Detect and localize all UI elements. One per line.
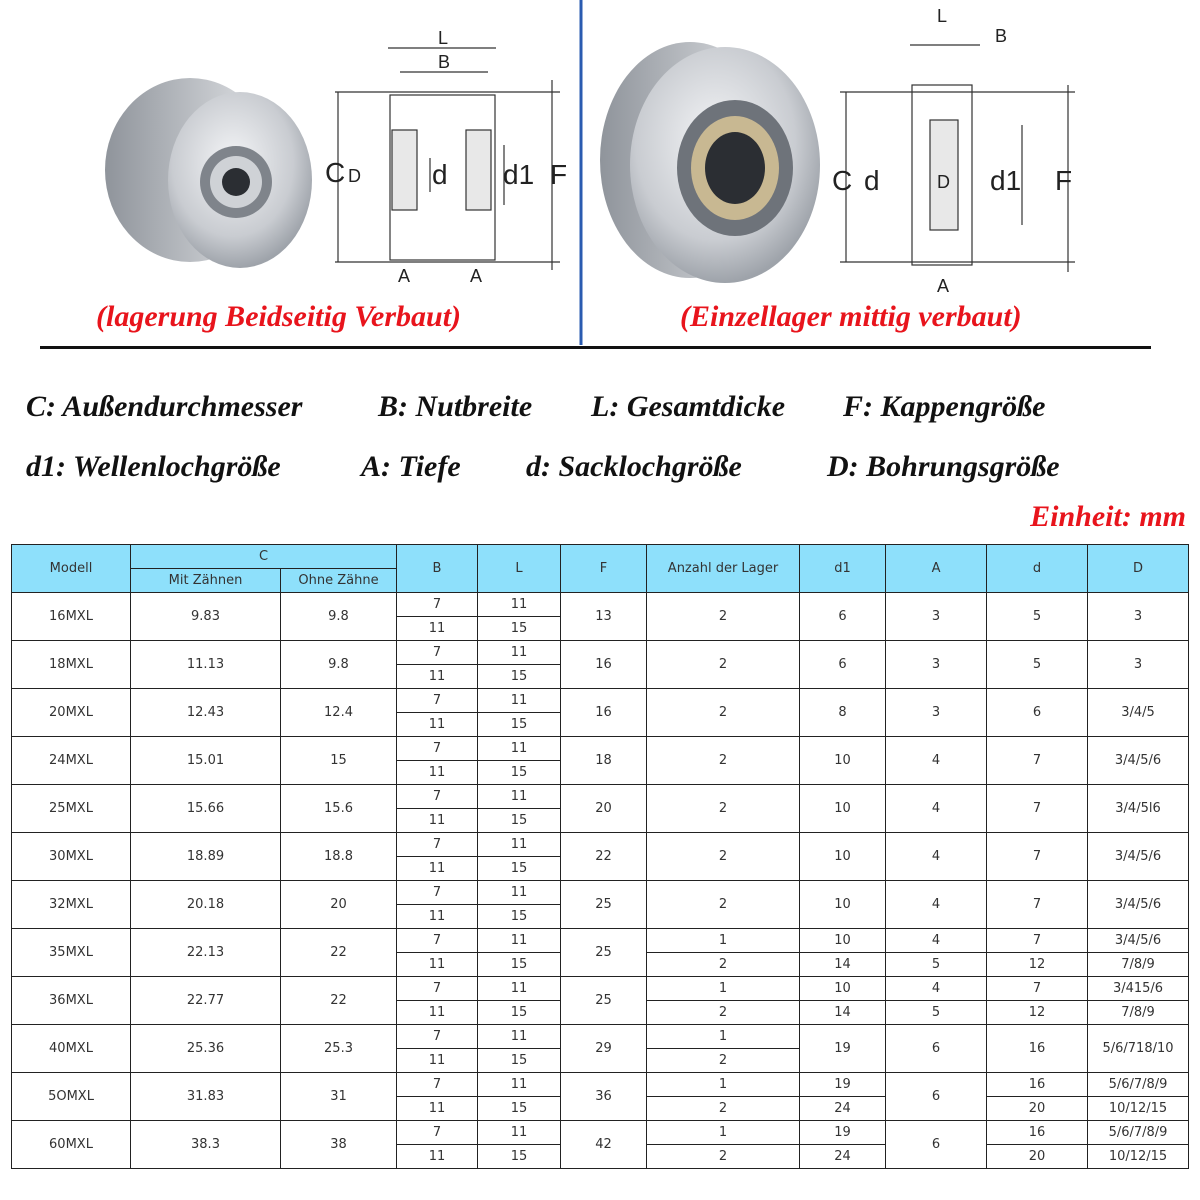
- cell-b: 11: [397, 713, 478, 737]
- cell-d: 3: [1088, 593, 1189, 641]
- divider-horizontal: [40, 346, 1151, 349]
- cell-d: 12: [987, 1001, 1088, 1025]
- cell-d: 20: [987, 1097, 1088, 1121]
- pulley-photo-double-bearing: [105, 78, 312, 268]
- cell-d: 7: [987, 881, 1088, 929]
- cell-b: 7: [397, 929, 478, 953]
- cell-lager: 2: [647, 881, 800, 929]
- cell-l: 15: [478, 713, 561, 737]
- cell-l: 11: [478, 1121, 561, 1145]
- cell-d: 7: [987, 833, 1088, 881]
- cell-d: 7/8/9: [1088, 953, 1189, 977]
- cell-l: 15: [478, 809, 561, 833]
- cell-b: 7: [397, 785, 478, 809]
- header-D: D: [1088, 545, 1189, 593]
- cell-d: 6: [987, 689, 1088, 737]
- cell-l: 11: [478, 977, 561, 1001]
- cell-lager: 2: [647, 641, 800, 689]
- cell-b: 11: [397, 1145, 478, 1169]
- cell-l: 15: [478, 953, 561, 977]
- cell-d1: 24: [800, 1145, 886, 1169]
- cell-lager: 2: [647, 593, 800, 641]
- cell-b: 7: [397, 689, 478, 713]
- cell-b: 7: [397, 977, 478, 1001]
- header-c-ohne: Ohne Zähne: [281, 569, 397, 593]
- diagram-area: [0, 0, 1200, 345]
- cell-c_ohne: 20: [281, 881, 397, 929]
- cell-f: 29: [561, 1025, 647, 1073]
- cell-d: 16: [987, 1121, 1088, 1145]
- cell-d: 5: [987, 641, 1088, 689]
- cell-d: 5/6/7/8/9: [1088, 1073, 1189, 1097]
- cell-model: 25MXL: [12, 785, 131, 833]
- legend-F: F: Kappengröße: [843, 390, 1046, 423]
- cell-lager: 2: [647, 737, 800, 785]
- table-row: [12, 593, 1189, 617]
- cell-d: 7: [987, 737, 1088, 785]
- caption-single-bearing: (Einzellager mittig verbaut): [680, 300, 1022, 333]
- cell-b: 11: [397, 1001, 478, 1025]
- header-d1: d1: [800, 545, 886, 593]
- cell-d1: 10: [800, 929, 886, 953]
- cell-b: 7: [397, 593, 478, 617]
- cell-model: 60MXL: [12, 1121, 131, 1169]
- cell-c_mit: 15.66: [131, 785, 281, 833]
- cell-l: 15: [478, 905, 561, 929]
- cell-d: 5/6/718/10: [1088, 1025, 1189, 1073]
- header-f: F: [561, 545, 647, 593]
- cell-b: 7: [397, 1121, 478, 1145]
- cell-d1: 19: [800, 1073, 886, 1097]
- header-l: L: [478, 545, 561, 593]
- cell-model: 20MXL: [12, 689, 131, 737]
- header-c-mit: Mit Zähnen: [131, 569, 281, 593]
- cell-c_mit: 12.43: [131, 689, 281, 737]
- cell-lager: 2: [647, 689, 800, 737]
- label-A-right: A: [470, 266, 483, 286]
- cell-lager: 2: [647, 953, 800, 977]
- cell-l: 11: [478, 689, 561, 713]
- cell-lager: 1: [647, 977, 800, 1001]
- cell-d1: 8: [800, 689, 886, 737]
- cell-lager: 2: [647, 785, 800, 833]
- header-d: d: [987, 545, 1088, 593]
- cell-d1: 24: [800, 1097, 886, 1121]
- legend-C: C: Außendurchmesser: [26, 390, 303, 423]
- spec-table: [11, 544, 1189, 1169]
- cell-b: 11: [397, 761, 478, 785]
- cell-d: 7: [987, 785, 1088, 833]
- cell-a: 5: [886, 1001, 987, 1025]
- cell-l: 11: [478, 929, 561, 953]
- cell-f: 13: [561, 593, 647, 641]
- cell-f: 16: [561, 641, 647, 689]
- cell-f: 16: [561, 689, 647, 737]
- cell-d: 3: [1088, 641, 1189, 689]
- header-c: C: [131, 545, 397, 569]
- cell-c_ohne: 22: [281, 929, 397, 977]
- cell-d1: 19: [800, 1121, 886, 1145]
- cell-b: 7: [397, 641, 478, 665]
- cell-l: 11: [478, 785, 561, 809]
- cell-c_ohne: 15.6: [281, 785, 397, 833]
- cell-l: 15: [478, 1001, 561, 1025]
- cell-c_ohne: 15: [281, 737, 397, 785]
- cell-l: 11: [478, 1073, 561, 1097]
- cell-d: 3/4/5/6: [1088, 833, 1189, 881]
- cell-l: 15: [478, 857, 561, 881]
- cell-l: 11: [478, 881, 561, 905]
- cell-f: 18: [561, 737, 647, 785]
- table-row: [12, 977, 1189, 1001]
- label-F: F: [550, 159, 568, 190]
- cell-b: 11: [397, 953, 478, 977]
- cell-d1: 19: [800, 1025, 886, 1073]
- cell-b: 11: [397, 665, 478, 689]
- cell-d: 3/4/5/6: [1088, 929, 1189, 953]
- cell-a: 4: [886, 881, 987, 929]
- cell-l: 11: [478, 1025, 561, 1049]
- cell-a: 6: [886, 1025, 987, 1073]
- cell-d: 10/12/15: [1088, 1097, 1189, 1121]
- cell-lager: 2: [647, 1049, 800, 1073]
- table-row: [12, 833, 1189, 857]
- cell-f: 22: [561, 833, 647, 881]
- label-d: d: [864, 165, 880, 196]
- cell-l: 15: [478, 1097, 561, 1121]
- cell-l: 15: [478, 1049, 561, 1073]
- cell-f: 25: [561, 977, 647, 1025]
- cell-b: 11: [397, 905, 478, 929]
- table-row: [12, 737, 1189, 761]
- cell-c_ohne: 22: [281, 977, 397, 1025]
- cell-d1: 14: [800, 953, 886, 977]
- cell-a: 4: [886, 929, 987, 953]
- cell-a: 6: [886, 1073, 987, 1121]
- cell-b: 11: [397, 1049, 478, 1073]
- cell-c_ohne: 25.3: [281, 1025, 397, 1073]
- label-d: d: [432, 159, 448, 190]
- label-F: F: [1055, 165, 1073, 196]
- cell-lager: 1: [647, 1073, 800, 1097]
- cell-d: 5/6/7/8/9: [1088, 1121, 1189, 1145]
- cell-f: 20: [561, 785, 647, 833]
- cell-d1: 6: [800, 641, 886, 689]
- table-row: [12, 1025, 1189, 1049]
- table-row: [12, 785, 1189, 809]
- label-L: L: [937, 6, 948, 26]
- header-lager: Anzahl der Lager: [647, 545, 800, 593]
- label-B: B: [995, 26, 1008, 46]
- technical-drawing-single-bearing: [840, 45, 1075, 272]
- cell-lager: 1: [647, 1025, 800, 1049]
- cell-model: 35MXL: [12, 929, 131, 977]
- header-a: A: [886, 545, 987, 593]
- table-row: [12, 881, 1189, 905]
- cell-b: 11: [397, 1097, 478, 1121]
- cell-a: 4: [886, 833, 987, 881]
- cell-model: 18MXL: [12, 641, 131, 689]
- cell-model: 5OMXL: [12, 1073, 131, 1121]
- table-row: [12, 641, 1189, 665]
- cell-c_ohne: 9.8: [281, 593, 397, 641]
- label-L: L: [438, 28, 449, 48]
- cell-d: 16: [987, 1025, 1088, 1073]
- label-C: C: [325, 157, 346, 188]
- unit-label: Einheit: mm: [1030, 500, 1186, 533]
- cell-b: 11: [397, 857, 478, 881]
- cell-c_ohne: 12.4: [281, 689, 397, 737]
- cell-d1: 10: [800, 977, 886, 1001]
- legend-d: d: Sacklochgröße: [526, 450, 742, 483]
- cell-f: 42: [561, 1121, 647, 1169]
- header-modell: Modell: [12, 545, 131, 593]
- cell-d1: 14: [800, 1001, 886, 1025]
- cell-d: 3/4/5l6: [1088, 785, 1189, 833]
- legend-D: D: Bohrungsgröße: [827, 450, 1060, 483]
- table-row: [12, 1121, 1189, 1145]
- cell-d: 10/12/15: [1088, 1145, 1189, 1169]
- legend-A: A: Tiefe: [361, 450, 461, 483]
- cell-model: 36MXL: [12, 977, 131, 1025]
- cell-d1: 10: [800, 737, 886, 785]
- legend-d1: d1: Wellenlochgröße: [26, 450, 281, 483]
- cell-a: 4: [886, 737, 987, 785]
- label-d1: d1: [503, 159, 535, 190]
- cell-d: 20: [987, 1145, 1088, 1169]
- label-C: C: [832, 165, 853, 196]
- cell-d: 3/4/5/6: [1088, 737, 1189, 785]
- cell-c_mit: 9.83: [131, 593, 281, 641]
- cell-lager: 1: [647, 1121, 800, 1145]
- cell-lager: 2: [647, 1097, 800, 1121]
- cell-c_mit: 38.3: [131, 1121, 281, 1169]
- cell-b: 7: [397, 1025, 478, 1049]
- cell-b: 7: [397, 881, 478, 905]
- cell-d1: 6: [800, 593, 886, 641]
- cell-c_ohne: 38: [281, 1121, 397, 1169]
- cell-a: 3: [886, 641, 987, 689]
- cell-d: 16: [987, 1073, 1088, 1097]
- cell-a: 5: [886, 953, 987, 977]
- cell-c_ohne: 18.8: [281, 833, 397, 881]
- cell-a: 6: [886, 1121, 987, 1169]
- cell-l: 15: [478, 665, 561, 689]
- cell-model: 16MXL: [12, 593, 131, 641]
- cell-c_mit: 20.18: [131, 881, 281, 929]
- cell-b: 11: [397, 617, 478, 641]
- cell-d: 7: [987, 977, 1088, 1001]
- cell-model: 24MXL: [12, 737, 131, 785]
- cell-l: 11: [478, 593, 561, 617]
- label-D: D: [348, 166, 361, 186]
- cell-f: 36: [561, 1073, 647, 1121]
- cell-b: 7: [397, 1073, 478, 1097]
- cell-l: 11: [478, 833, 561, 857]
- cell-model: 40MXL: [12, 1025, 131, 1073]
- cell-model: 30MXL: [12, 833, 131, 881]
- cell-c_mit: 22.13: [131, 929, 281, 977]
- cell-f: 25: [561, 881, 647, 929]
- cell-f: 25: [561, 929, 647, 977]
- header-b: B: [397, 545, 478, 593]
- cell-d: 12: [987, 953, 1088, 977]
- cell-d: 3/4/5: [1088, 689, 1189, 737]
- cell-b: 7: [397, 833, 478, 857]
- cell-d: 7: [987, 929, 1088, 953]
- cell-c_mit: 31.83: [131, 1073, 281, 1121]
- cell-lager: 2: [647, 833, 800, 881]
- cell-lager: 2: [647, 1145, 800, 1169]
- cell-a: 3: [886, 689, 987, 737]
- cell-c_mit: 15.01: [131, 737, 281, 785]
- cell-d1: 10: [800, 785, 886, 833]
- cell-d: 3/4/5/6: [1088, 881, 1189, 929]
- cell-d: 5: [987, 593, 1088, 641]
- cell-d1: 10: [800, 833, 886, 881]
- cell-d1: 10: [800, 881, 886, 929]
- cell-d: 7/8/9: [1088, 1001, 1189, 1025]
- cell-c_ohne: 9.8: [281, 641, 397, 689]
- label-B: B: [438, 52, 451, 72]
- cell-model: 32MXL: [12, 881, 131, 929]
- cell-l: 15: [478, 1145, 561, 1169]
- caption-double-bearing: (lagerung Beidseitig Verbaut): [96, 300, 462, 333]
- cell-l: 15: [478, 617, 561, 641]
- cell-lager: 1: [647, 929, 800, 953]
- pulley-photo-single-bearing: [600, 42, 820, 283]
- cell-b: 7: [397, 737, 478, 761]
- cell-a: 4: [886, 977, 987, 1001]
- cell-c_mit: 22.77: [131, 977, 281, 1025]
- label-A: A: [937, 276, 950, 296]
- label-d1: d1: [990, 165, 1022, 196]
- cell-b: 11: [397, 809, 478, 833]
- cell-l: 15: [478, 761, 561, 785]
- label-D: D: [937, 172, 950, 192]
- cell-l: 11: [478, 641, 561, 665]
- cell-c_ohne: 31: [281, 1073, 397, 1121]
- cell-d: 3/415/6: [1088, 977, 1189, 1001]
- table-row: [12, 689, 1189, 713]
- legend-B: B: Nutbreite: [378, 390, 533, 423]
- cell-c_mit: 11.13: [131, 641, 281, 689]
- legend-L: L: Gesamtdicke: [591, 390, 786, 423]
- cell-l: 11: [478, 737, 561, 761]
- cell-a: 3: [886, 593, 987, 641]
- cell-c_mit: 18.89: [131, 833, 281, 881]
- cell-a: 4: [886, 785, 987, 833]
- cell-lager: 2: [647, 1001, 800, 1025]
- table-row: [12, 929, 1189, 953]
- table-row: [12, 1073, 1189, 1097]
- cell-c_mit: 25.36: [131, 1025, 281, 1073]
- label-A-left: A: [398, 266, 411, 286]
